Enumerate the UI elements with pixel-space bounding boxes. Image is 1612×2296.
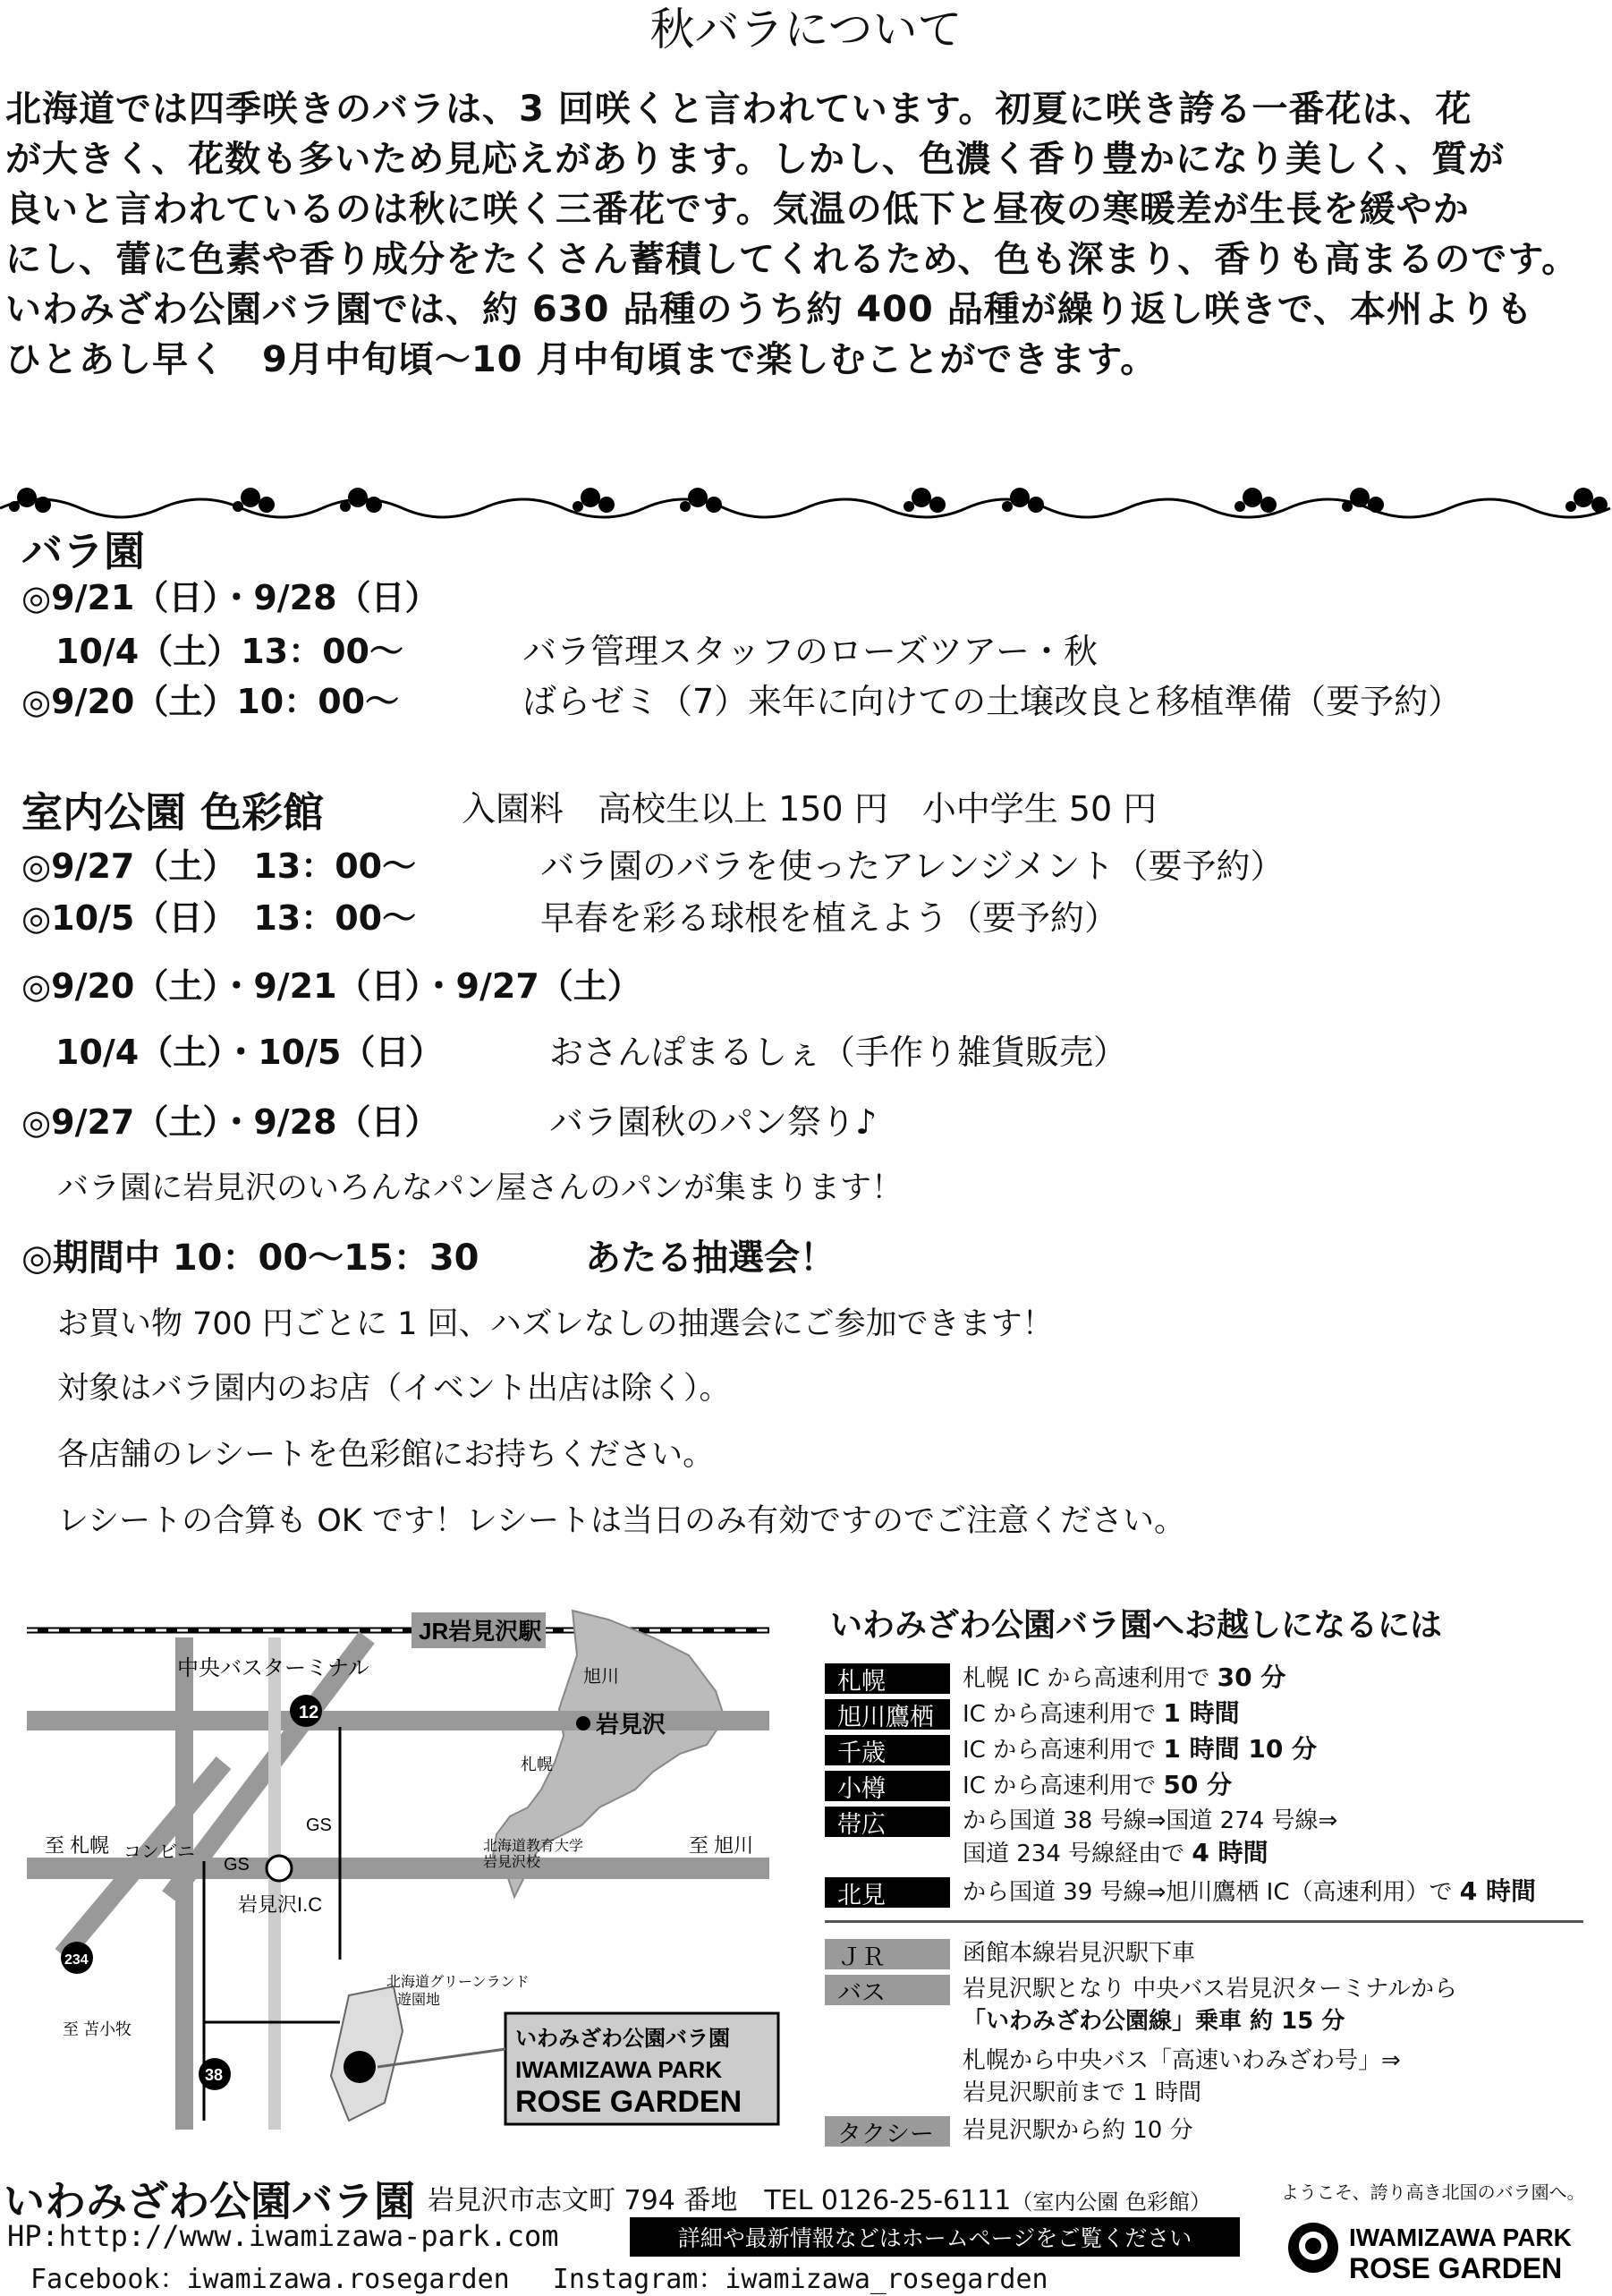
route-text: 国道 234 号線経由で — [963, 1841, 1185, 1867]
access-row — [825, 2114, 1587, 2150]
event-date: ◎9/21（日）・9/28（日） — [21, 578, 439, 617]
event-desc: ばらゼミ（7）来年に向けての土壌改良と移植準備（要予約） — [522, 682, 1463, 721]
access-heading: いわみざわ公園バラ園へお越しになるには — [830, 1607, 1443, 1644]
rose-icon — [573, 488, 615, 513]
footer-org-name: いわみざわ公園バラ園 — [4, 2177, 415, 2225]
transport-label: タクシー — [825, 2116, 950, 2147]
event-date: ◎9/27（土） 13：00～ — [21, 846, 417, 886]
access-row — [825, 1875, 1587, 1911]
event-row — [21, 573, 439, 623]
event-row — [21, 626, 403, 676]
intro-line: ひとあし早く 9月中旬頃～10 月中旬頃まで楽しむことができます。 — [5, 339, 1158, 380]
event-date: 10/4（土）13：00～ — [21, 632, 403, 671]
asahikawa-label: 旭川 — [583, 1667, 619, 1687]
intro-line: が大きく、花数も多いため見応えがあります。しかし、色濃く香り豊かになり美しく、質が — [5, 139, 1506, 180]
bus-terminal-label: 中央バスターミナル — [177, 1656, 369, 1680]
transport-text: 札幌から中央バス「高速いわみざわ号」⇒ — [963, 2047, 1401, 2074]
logo-text: ROSE GARDEN — [1349, 2252, 1563, 2284]
rose-icon — [1234, 488, 1277, 513]
page-title: 秋バラについて — [649, 4, 963, 55]
address-note: （室内公園 色彩館） — [1011, 2190, 1212, 2215]
garden-name-jp: いわみざわ公園バラ園 — [515, 2027, 730, 2051]
event-row — [21, 961, 641, 1011]
rose-icon — [1288, 2223, 1338, 2273]
transport-text: 岩見沢駅から約 10 分 — [963, 2117, 1193, 2144]
route-12-label: 12 — [299, 1703, 319, 1722]
transport-text: 函館本線岩見沢駅下車 — [963, 1940, 1196, 1967]
rose-icon — [1565, 488, 1608, 513]
welcome-text: ようこそ、誇り高き北国のバラ園へ。 — [1281, 2181, 1585, 2203]
transport-text: 岩見沢駅前まで 1 時間 — [963, 2079, 1202, 2106]
travel-time: 4 時間 — [1192, 1838, 1268, 1867]
event-desc: バラ管理スタッフのローズツアー・秋 — [522, 632, 1098, 671]
event-desc: 早春を彩る球根を植えよう（要予約） — [540, 898, 1119, 938]
university-label: 北海道教育大学 — [483, 1839, 584, 1854]
divider — [825, 1920, 1583, 1923]
admission-fee: 入園料 高校生以上 150 円 小中学生 50 円 — [462, 789, 1158, 829]
rose-garden-logo — [1281, 2207, 1603, 2287]
event-row — [21, 1097, 439, 1147]
bread-note: バラ園に岩見沢のいろんなパン屋さんのパンが集まります！ — [57, 1170, 904, 1206]
logo-text: IWAMIZAWA PARK — [1349, 2224, 1572, 2251]
intro-line: 良いと言われているのは秋に咲く三番花です。気温の低下と昼夜の寒暖差が生長を緩やか — [5, 189, 1470, 230]
to-tomakomai-label: 至 苫小牧 — [63, 2020, 132, 2038]
iwamizawa-label: 岩見沢 — [596, 1711, 666, 1738]
address-text: 岩見沢市志文町 794 番地 TEL 0126-25-6111 — [428, 2185, 1012, 2216]
origin-label: 千歳 — [825, 1735, 950, 1765]
access-row — [825, 1937, 1587, 1973]
intro-line: いわみざわ公園バラ園では、約 630 品種のうち約 400 品種が繰り返し咲きで、本州よりも — [5, 289, 1533, 330]
event-desc: バラ園秋のパン祭り♪ — [549, 1102, 878, 1142]
route-234-label: 234 — [64, 1952, 89, 1968]
access-info — [825, 1600, 1587, 2150]
intro-line: 北海道では四季咲きのバラは、3 回咲くと言われています。初夏に咲き誇る一番花は、花 — [5, 89, 1472, 130]
route-38-label: 38 — [205, 2066, 224, 2084]
origin-label: 札幌 — [825, 1663, 950, 1694]
route-text: から国道 39 号線⇒旭川鷹栖 IC（高速利用）で — [963, 1879, 1453, 1906]
origin-label: 北見 — [825, 1877, 950, 1908]
homepage-link[interactable]: HP:http://www.iwamizawa-park.com — [7, 2219, 559, 2253]
rose-garden-heading: バラ園 — [21, 527, 145, 575]
event-date: ◎9/20（土）・9/21（日）・9/27（土） — [21, 966, 641, 1006]
event-row — [21, 841, 416, 891]
event-date: ◎9/27（土）・9/28（日） — [21, 1102, 439, 1142]
rose-icon — [904, 488, 946, 513]
konbini-label: コンビニ — [123, 1842, 195, 1862]
greenland-label: 北海道グリーンランド — [386, 1975, 530, 1990]
rose-garden-marker — [344, 2051, 376, 2083]
transport-label: バス — [825, 1975, 950, 2005]
university-label: 岩見沢校 — [483, 1855, 541, 1870]
footer-address — [428, 2178, 1211, 2217]
route-text: 札幌 IC から高速利用で — [963, 1665, 1210, 1692]
access-row — [825, 1973, 1587, 2109]
lottery-date: ◎期間中 10：00～15：30 — [21, 1237, 479, 1279]
homepage-notice: 詳細や最新情報などはホームページをご覧ください — [630, 2217, 1240, 2257]
to-asahikawa-label: 至 旭川 — [689, 1834, 754, 1857]
travel-time: 50 分 — [1163, 1770, 1233, 1799]
event-row — [21, 1027, 443, 1077]
access-row — [825, 1697, 1587, 1733]
to-sapporo-label: 至 札幌 — [45, 1834, 110, 1857]
gs-label: GS — [306, 1816, 332, 1835]
transport-label: ＪＲ — [825, 1939, 950, 1969]
event-row — [21, 893, 416, 943]
garden-name-en: ROSE GARDEN — [515, 2085, 742, 2119]
intro-paragraph — [5, 84, 1607, 385]
access-row — [825, 1805, 1587, 1870]
lottery-row — [21, 1233, 479, 1283]
origin-label: 小樽 — [825, 1771, 950, 1801]
station-label: JR岩見沢駅 — [419, 1618, 542, 1645]
rose-icon — [9, 488, 51, 513]
access-map — [27, 1602, 787, 2130]
route-text: IC から高速利用で — [963, 1773, 1157, 1799]
gs-label: GS — [224, 1855, 250, 1875]
event-date: 10/4（土）・10/5（日） — [21, 1033, 444, 1072]
event-desc: おさんぽまるしぇ（手作り雑貨販売） — [549, 1033, 1128, 1072]
intro-line: にし、蕾に色素や香り成分をたくさん蓄積してくれるため、色も深まり、香りも高まるのです。 — [5, 239, 1579, 280]
lottery-note: レシートの合算も OK です！レシートは当日のみ有効ですのでご注意ください。 — [57, 1503, 1186, 1539]
origin-label: 旭川鷹栖 — [825, 1699, 950, 1730]
rose-icon — [233, 488, 275, 513]
access-row — [825, 1662, 1587, 1697]
lottery-note: お買い物 700 円ごとに 1 回、ハズレなしの抽選会にご参加できます！ — [57, 1306, 1054, 1342]
garden-name-en: IWAMIZAWA PARK — [515, 2056, 723, 2083]
greenland-label: 遊園地 — [397, 1993, 441, 2008]
travel-time: 4 時間 — [1459, 1876, 1536, 1906]
lottery-note: 対象はバラ園内のお店（イベント出店は除く）。 — [57, 1371, 731, 1407]
travel-time: 1 時間 10 分 — [1163, 1734, 1318, 1764]
access-row — [825, 1733, 1587, 1769]
event-date: ◎10/5（日） 13：00～ — [21, 898, 417, 938]
origin-label: 帯広 — [825, 1807, 950, 1837]
iwamizawa-dot — [576, 1716, 590, 1731]
travel-time: 1 時間 — [1163, 1698, 1240, 1728]
transport-text: 岩見沢駅となり 中央バス岩見沢ターミナルから — [963, 1976, 1457, 2003]
event-desc: バラ園のバラを使ったアレンジメント（要予約） — [540, 846, 1285, 886]
lottery-note: 各店舗のレシートを色彩館にお持ちください。 — [57, 1437, 715, 1473]
route-text: IC から高速利用で — [963, 1737, 1157, 1764]
sapporo-label: 札幌 — [521, 1756, 553, 1773]
travel-time: 30 分 — [1217, 1662, 1286, 1692]
event-date: ◎9/20（土）10：00～ — [21, 682, 400, 721]
lottery-title: あたる抽選会！ — [585, 1237, 836, 1279]
transport-text: 「いわみざわ公園線」乗車 約 15 分 — [963, 2008, 1345, 2035]
social-links[interactable]: Facebook：iwamizawa.rosegarden Instagram：iwamizawa_rosegarden — [30, 2264, 1048, 2295]
event-row — [21, 676, 399, 727]
rose-vine-divider — [0, 472, 1612, 526]
access-row — [825, 1769, 1587, 1805]
ic-marker — [267, 1856, 292, 1881]
indoor-park-heading: 室内公園 色彩館 — [21, 788, 325, 837]
route-text: IC から高速利用で — [963, 1701, 1157, 1728]
ic-label: 岩見沢I.C — [238, 1893, 323, 1916]
route-text: から国道 38 号線⇒国道 274 号線⇒ — [963, 1807, 1338, 1834]
